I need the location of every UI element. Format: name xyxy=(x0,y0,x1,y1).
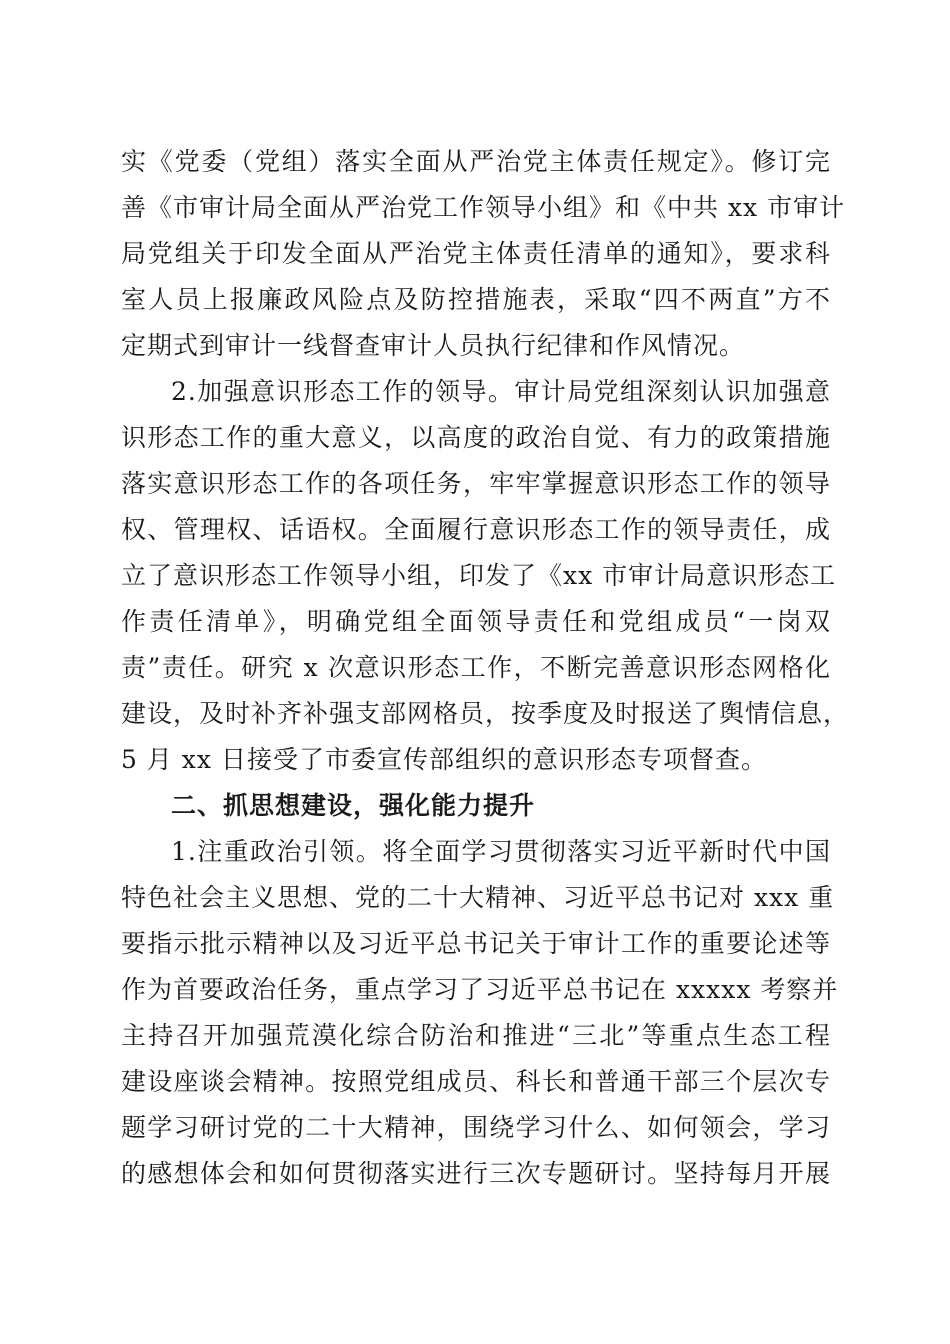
text-line: 要指示批示精神以及习近平总书记关于审计工作的重要论述等 xyxy=(121,929,831,958)
text-line: 建设，及时补齐补强支部网格员，按季度及时报送了舆情信息， xyxy=(121,699,850,728)
paragraph-first-line: 2.加强意识形态工作的领导。审计局党组深刻认识加强意 xyxy=(171,377,831,406)
text-line: 局党组关于印发全面从严治党主体责任清单的通知》，要求科 xyxy=(121,239,831,268)
text-line: 建设座谈会精神。按照党组成员、科长和普通干部三个层次专 xyxy=(121,1067,831,1096)
text-line: 实《党委（党组）落实全面从严治党主体责任规定》。修订完 xyxy=(121,147,831,176)
text-line: 善《市审计局全面从严治党工作领导小组》和《中共 xx 市审计 xyxy=(121,193,846,222)
text-line: 识形态工作的重大意义，以高度的政治自觉、有力的政策措施 xyxy=(121,423,831,452)
text-line: 5 月 xx 日接受了市委宣传部组织的意识形态专项督查。 xyxy=(121,745,767,774)
paragraph-first-line: 1.注重政治引领。将全面学习贯彻落实习近平新时代中国 xyxy=(171,837,831,866)
text-line: 特色社会主义思想、党的二十大精神、习近平总书记对 xxx 重 xyxy=(121,883,835,912)
text-line: 室人员上报廉政风险点及防控措施表，采取“四不两直”方不 xyxy=(121,285,831,314)
text-line: 作责任清单》，明确党组全面领导责任和党组成员“一岗双 xyxy=(121,607,831,636)
text-line: 作为首要政治任务，重点学习了习近平总书记在 xxxxx 考察并 xyxy=(121,975,839,1004)
text-line: 立了意识形态工作领导小组，印发了《xx 市审计局意识形态工 xyxy=(121,561,837,590)
text-line: 定期式到审计一线督查审计人员执行纪律和作风情况。 xyxy=(121,331,746,360)
text-line: 的感想体会和如何贯彻落实进行三次专题研讨。坚持每月开展 xyxy=(121,1159,831,1188)
text-line: 落实意识形态工作的各项任务，牢牢掌握意识形态工作的领导 xyxy=(121,469,831,498)
text-line: 权、管理权、话语权。全面履行意识形态工作的领导责任，成 xyxy=(121,515,831,544)
text-line: 主持召开加强荒漠化综合防治和推进“三北”等重点生态工程 xyxy=(121,1021,831,1050)
text-line: 责”责任。研究 x 次意识形态工作，不断完善意识形态网格化 xyxy=(121,653,831,682)
text-line: 题学习研讨党的二十大精神，围绕学习什么、如何领会，学习 xyxy=(121,1113,831,1142)
section-heading: 二、抓思想建设，强化能力提升 xyxy=(171,791,536,820)
